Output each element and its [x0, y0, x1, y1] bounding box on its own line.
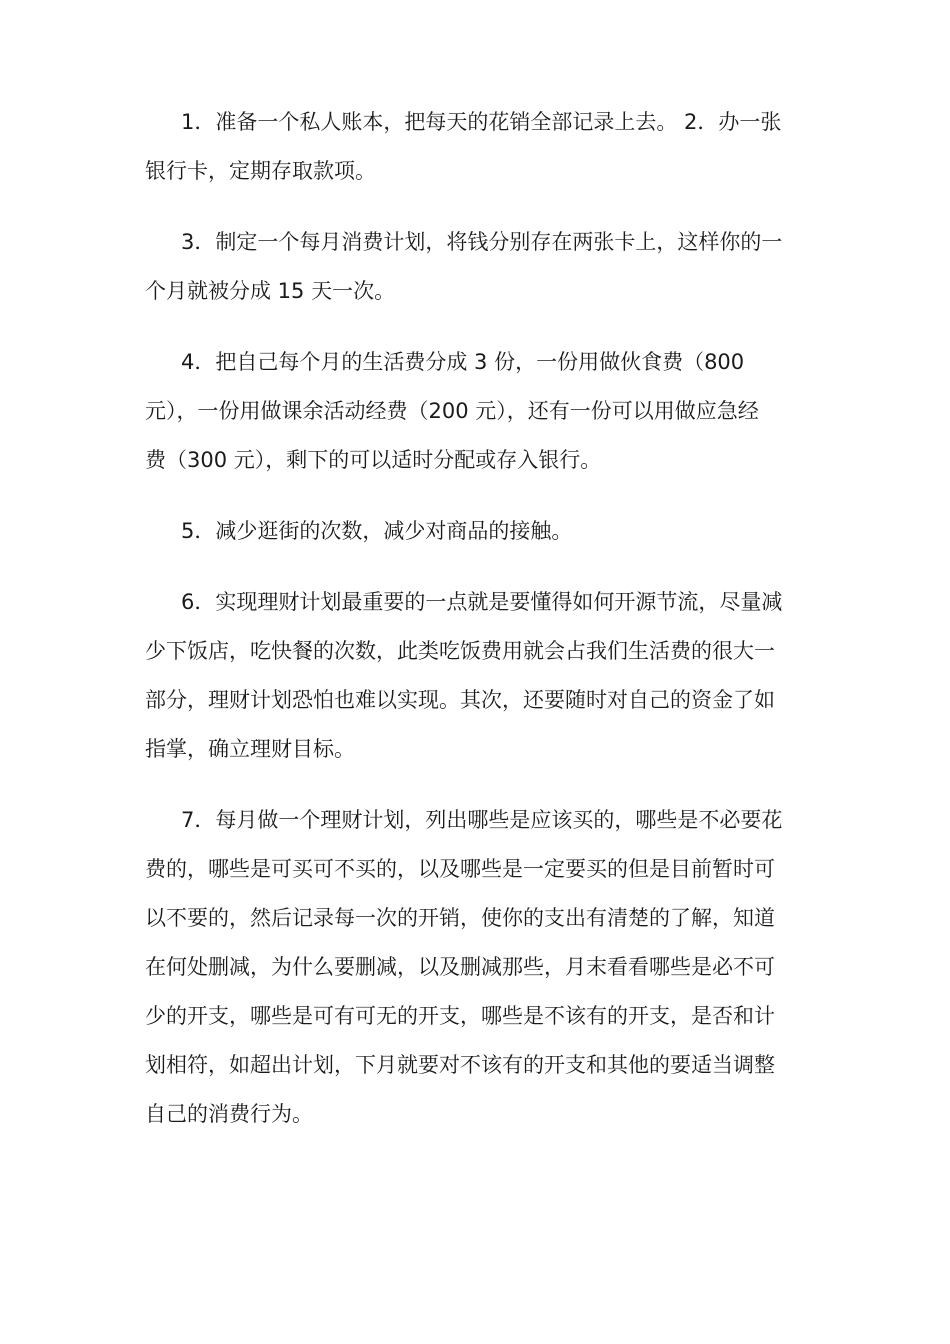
paragraph-line: 3．制定一个每月消费计划，将钱分别存在两张卡上，这样你的一	[181, 230, 783, 254]
paragraph-line: 5．减少逛街的次数，减少对商品的接触。	[181, 519, 573, 543]
paragraph-line: 以不要的，然后记录每一次的开销，使你的支出有清楚的了解，知道	[145, 906, 775, 930]
paragraph-line: 少的开支，哪些是可有可无的开支，哪些是不该有的开支，是否和计	[145, 1004, 775, 1028]
paragraph-line: 少下饭店，吃快餐的次数，此类吃饭费用就会占我们生活费的很大一	[145, 639, 775, 663]
paragraph-line: 4．把自己每个月的生活费分成 3 份，一份用做伙食费（800	[181, 350, 745, 374]
paragraph-1	[145, 98, 805, 196]
document-body	[145, 98, 805, 1161]
paragraph-line: 自己的消费行为。	[145, 1102, 313, 1126]
paragraph-line: 银行卡，定期存取款项。	[145, 159, 376, 183]
paragraph-line: 6．实现理财计划最重要的一点就是要懂得如何开源节流，尽量减	[181, 590, 783, 614]
paragraph-5	[145, 507, 805, 556]
paragraph-line: 在何处删减，为什么要删减，以及删减那些，月末看看哪些是必不可	[145, 955, 775, 979]
paragraph-line: 1．准备一个私人账本，把每天的花销全部记录上去。 2．办一张	[181, 110, 782, 134]
paragraph-line: 费的，哪些是可买可不买的，以及哪些是一定要买的但是目前暂时可	[145, 857, 775, 881]
paragraph-line: 部分，理财计划恐怕也难以实现。其次，还要随时对自己的资金了如	[145, 688, 775, 712]
paragraph-6	[145, 578, 805, 774]
paragraph-line: 指掌，确立理财目标。	[145, 737, 355, 761]
paragraph-line: 费（300 元），剩下的可以适时分配或存入银行。	[145, 448, 602, 472]
paragraph-line: 7．每月做一个理财计划，列出哪些是应该买的，哪些是不必要花	[181, 808, 783, 832]
paragraph-4	[145, 338, 805, 485]
paragraph-7	[145, 796, 805, 1139]
paragraph-3	[145, 218, 805, 316]
paragraph-line: 个月就被分成 15 天一次。	[145, 279, 396, 303]
paragraph-line: 划相符，如超出计划，下月就要对不该有的开支和其他的要适当调整	[145, 1053, 775, 1077]
paragraph-line: 元），一份用做课余活动经费（200 元），还有一份可以用做应急经	[145, 399, 759, 423]
